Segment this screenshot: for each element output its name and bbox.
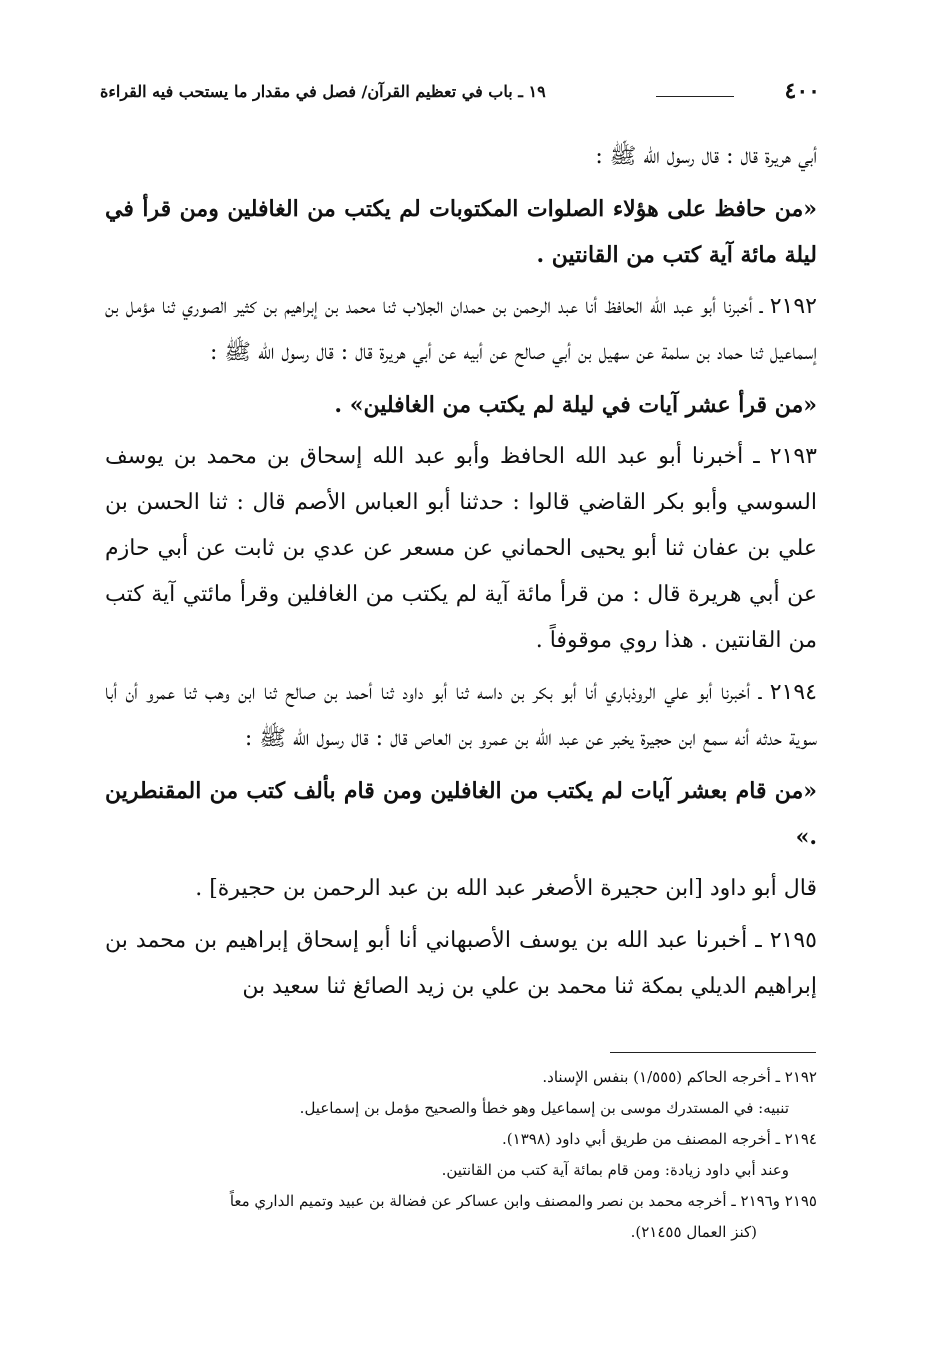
footnote-note: وعند أبي داود زيادة: ومن قام بمائة آية كتب من القانتين. xyxy=(441,1161,789,1179)
footnote-continuation: (كنز العمال ٢١٤٥٥). xyxy=(630,1223,757,1241)
hadith-2192: ٢١٩٢ ـ أخبرنا أبو عبد الله الحافظ أنا عبد الرحمن بن حمدان الجلاب ثنا محمد بن إبراهيم بن كثير الصوري ثنا مؤمل بن إسماعيل ثنا حماد بن سلمة عن سهيل بن أبي صالح عن أبيه عن أبي هريرة قال : قال رسول الله ﷺ : xyxy=(105,294,817,365)
hadith-2193: ٢١٩٣ ـ أخبرنا أبو عبد الله الحافظ وأبو عبد الله إسحاق بن محمد بن يوسف السوسي وأبو بكر القاضي قالوا : حدثنا أبو العباس الأصم قال : ثنا الحسن بن علي بن عفان ثنا أبو يحيى الحماني عن مسعر عن عدي بن ثابت عن أبي حازم عن أبي هريرة قال : من قرأ مائة آية لم يكتب من الغافلين وقرأ مائتي آية كتب من القانتين . هذا روي موقوفاً . xyxy=(105,444,817,653)
hadith-2195: ٢١٩٥ ـ أخبرنا عبد الله بن يوسف الأصبهاني أنا أبو إسحاق إبراهيم بن محمد بن إبراهيم الديلي بمكة ثنا محمد بن علي بن زيد الصائغ ثنا سعيد بن xyxy=(105,928,817,999)
hadith-quote: «من قرأ عشر آيات في ليلة لم يكتب من الغافلين» . xyxy=(334,392,817,418)
text-line: أبي هريرة قال : قال رسول الله ﷺ : xyxy=(595,144,817,169)
main-text xyxy=(105,134,817,1016)
hadith-2194: ٢١٩٤ ـ أخبرنا أبو علي الروذباري أنا أبو بكر بن داسه ثنا أبو داود ثنا أحمد بن صالح ثنا ابن وهب ثنا عمرو أن أبا سوية حدثه أنه سمع ابن حجيرة يخبر عن عبد الله بن عمرو بن العاص قال : قال رسول الله ﷺ : xyxy=(105,680,817,751)
footnote-note: تنبيه: في المستدرك موسى بن إسماعيل وهو خطأ والصحيح مؤمل بن إسماعيل. xyxy=(299,1099,789,1117)
abu-dawud-note: قال أبو داود [ابن حجيرة الأصغر عبد الله بن عبد الرحمن بن حجيرة] . xyxy=(195,876,817,901)
header-rule xyxy=(656,96,734,97)
hadith-quote: «من قام بعشر آيات لم يكتب من الغافلين ومن قام بألف كتب من المقنطرين .» xyxy=(105,778,817,850)
running-title: ١٩ ـ باب في تعظيم القرآن/ فصل في مقدار ما يستحب فيه القراءة xyxy=(100,82,546,101)
footnotes xyxy=(105,1062,817,1248)
footnote-rule xyxy=(610,1052,816,1053)
page-number: ٤٠٠ xyxy=(784,78,820,104)
hadith-quote: «من حافظ على هؤلاء الصلوات المكتوبات لم يكتب من الغافلين ومن قرأ في ليلة مائة آية كتب من القانتين . xyxy=(105,196,817,268)
page-header xyxy=(100,78,820,112)
footnote-2195: ٢١٩٥ و٢١٩٦ ـ أخرجه محمد بن نصر والمصنف وابن عساكر عن فضالة بن عبيد وتميم الداري معاً xyxy=(229,1192,817,1210)
footnote-2192: ٢١٩٢ ـ أخرجه الحاكم (١/٥٥٥) بنفس الإسناد. xyxy=(542,1068,817,1086)
footnote-2194: ٢١٩٤ ـ أخرجه المصنف من طريق أبي داود (١٣٩٨). xyxy=(502,1130,817,1148)
